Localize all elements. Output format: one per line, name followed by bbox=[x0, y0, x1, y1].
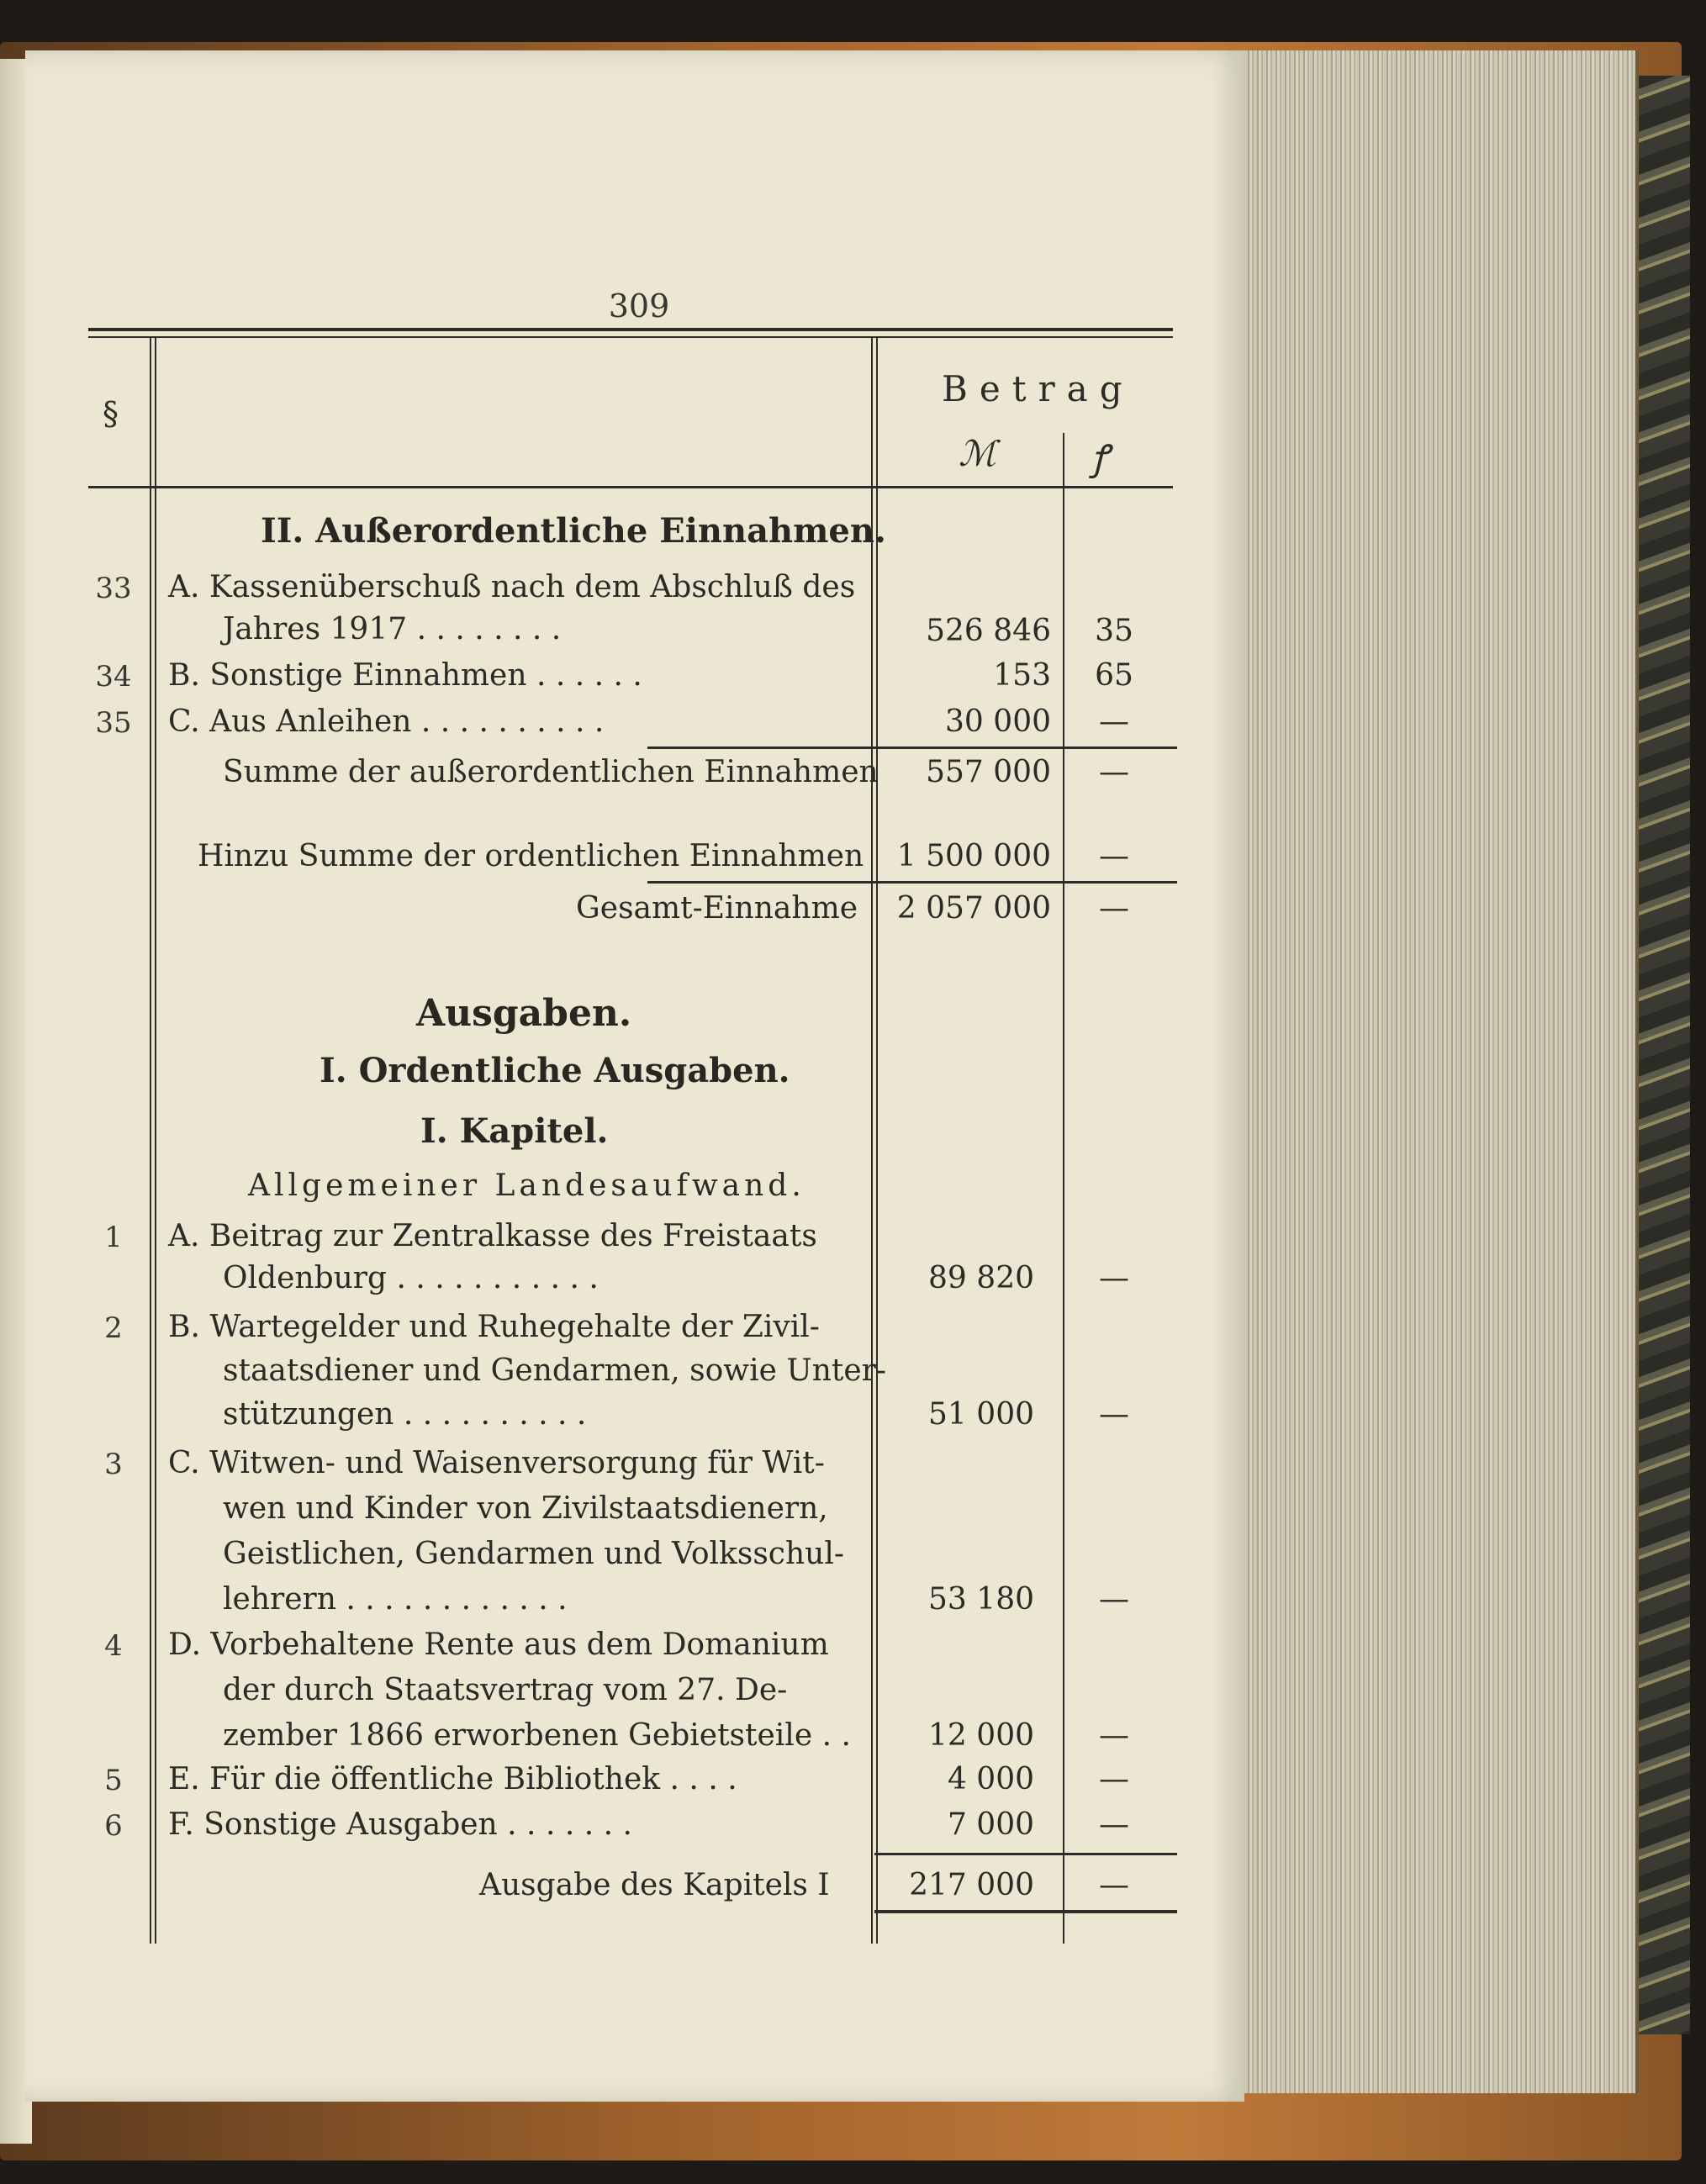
mark-value: 7 000 bbox=[947, 1807, 1034, 1842]
pf-value: — bbox=[1099, 704, 1129, 739]
mark-value: 4 000 bbox=[947, 1762, 1034, 1796]
top-rule bbox=[88, 328, 1173, 331]
mark-value: 53 180 bbox=[928, 1582, 1034, 1617]
row-text: zember 1866 erworbenen Gebietsteile . . bbox=[223, 1718, 851, 1753]
sum-rule bbox=[647, 746, 1177, 749]
row-text: A. Kassenüberschuß nach dem Abschluß des bbox=[168, 570, 856, 604]
row-text: D. Vorbehaltene Rente aus dem Domanium bbox=[168, 1627, 829, 1662]
total-pf: — bbox=[1099, 891, 1129, 926]
chapter-total-label: Ausgabe des Kapitels I bbox=[479, 1868, 830, 1902]
row-text: stützungen . . . . . . . . . . bbox=[223, 1397, 587, 1432]
row-text: Jahres 1917 . . . . . . . . bbox=[223, 612, 562, 646]
mark-value: 30 000 bbox=[945, 704, 1051, 739]
row-text: wen und Kinder von Zivilstaatsdienern, bbox=[223, 1491, 828, 1526]
chapter-total-rule bbox=[874, 1853, 1177, 1855]
section-number: 1 bbox=[104, 1221, 123, 1254]
section-number: 5 bbox=[104, 1764, 123, 1797]
pf-value: 65 bbox=[1095, 658, 1133, 693]
row-text: A. Beitrag zur Zentralkasse des Freistaats bbox=[168, 1219, 817, 1253]
row-text: C. Aus Anleihen . . . . . . . . . . bbox=[168, 704, 605, 739]
expenses-subheading: I. Ordentliche Ausgaben. bbox=[320, 1051, 790, 1090]
section-symbol: § bbox=[103, 395, 119, 432]
chapter-total-mark: 217 000 bbox=[909, 1868, 1034, 1902]
chapter-total-underline bbox=[874, 1910, 1177, 1913]
pf-value: — bbox=[1099, 1807, 1129, 1842]
chapter-heading: I. Kapitel. bbox=[420, 1111, 609, 1151]
pf-value: 35 bbox=[1095, 614, 1133, 648]
mark-value: 12 000 bbox=[928, 1718, 1034, 1753]
add-mark: 1 500 000 bbox=[896, 839, 1051, 873]
mark-value: 51 000 bbox=[928, 1397, 1034, 1432]
top-rule-thin bbox=[88, 336, 1173, 338]
row-text: Oldenburg . . . . . . . . . . . bbox=[223, 1261, 599, 1295]
row-text: F. Sonstige Ausgaben . . . . . . . bbox=[168, 1807, 632, 1842]
section-col-rule bbox=[150, 338, 151, 1944]
total-mark: 2 057 000 bbox=[896, 891, 1051, 926]
pf-value: — bbox=[1099, 1261, 1129, 1295]
mark-value: 153 bbox=[993, 658, 1051, 693]
sum-pf: — bbox=[1099, 755, 1129, 789]
pf-value: — bbox=[1099, 1762, 1129, 1796]
expenses-heading: Ausgaben. bbox=[416, 992, 632, 1035]
row-text: der durch Staatsvertrag vom 27. De- bbox=[223, 1673, 788, 1707]
page-stack bbox=[1240, 50, 1639, 2093]
section-col-rule-2 bbox=[155, 338, 156, 1944]
row-text: E. Für die öffentliche Bibliothek . . . . bbox=[168, 1762, 737, 1796]
total-label: Gesamt-Einnahme bbox=[576, 891, 858, 926]
row-text: B. Sonstige Einnahmen . . . . . . bbox=[168, 658, 642, 693]
row-text: lehrern . . . . . . . . . . . . bbox=[223, 1582, 568, 1617]
section-number: 2 bbox=[104, 1311, 123, 1345]
amount-col-rule-2 bbox=[876, 338, 878, 1944]
row-text: staatsdiener und Gendarmen, sowie Unter- bbox=[223, 1353, 887, 1388]
pf-value: — bbox=[1099, 1397, 1129, 1432]
section-number: 33 bbox=[95, 572, 132, 605]
row-text: C. Witwen- und Waisenversorgung für Wit- bbox=[168, 1446, 825, 1480]
pf-col-rule bbox=[1063, 433, 1064, 1944]
chapter-total-pf: — bbox=[1099, 1868, 1129, 1902]
sum-label: Summe der außerordentlichen Einnahmen bbox=[223, 755, 879, 789]
section-number: 4 bbox=[104, 1629, 123, 1663]
section-number: 34 bbox=[95, 660, 132, 694]
income-heading: II. Außerordentliche Einnahmen. bbox=[261, 511, 886, 551]
total-rule bbox=[647, 881, 1177, 884]
add-pf: — bbox=[1099, 839, 1129, 873]
section-number: 35 bbox=[95, 706, 132, 740]
sum-mark: 557 000 bbox=[926, 755, 1051, 789]
mark-value: 89 820 bbox=[928, 1261, 1034, 1295]
row-text: Geistlichen, Gendarmen und Volksschul- bbox=[223, 1537, 845, 1571]
page-number: 309 bbox=[608, 288, 670, 324]
mark-value: 526 846 bbox=[926, 614, 1051, 648]
pfennig-header: ꝭ bbox=[1091, 437, 1108, 478]
book-page bbox=[25, 50, 1244, 2102]
amount-header: Betrag bbox=[942, 368, 1134, 409]
amount-col-rule bbox=[871, 338, 873, 1944]
section-number: 6 bbox=[104, 1809, 123, 1843]
header-rule bbox=[88, 486, 1173, 488]
add-label: Hinzu Summe der ordentlichen Einnahmen bbox=[198, 839, 864, 873]
mark-header: ℳ bbox=[959, 433, 996, 474]
row-text: B. Wartegelder und Ruhegehalte der Zivil- bbox=[168, 1310, 820, 1344]
marbled-edge bbox=[1631, 76, 1690, 2034]
pf-value: — bbox=[1099, 1718, 1129, 1753]
chapter-title: Allgemeiner Landesaufwand. bbox=[248, 1168, 805, 1203]
pf-value: — bbox=[1099, 1582, 1129, 1617]
section-number: 3 bbox=[104, 1448, 123, 1481]
